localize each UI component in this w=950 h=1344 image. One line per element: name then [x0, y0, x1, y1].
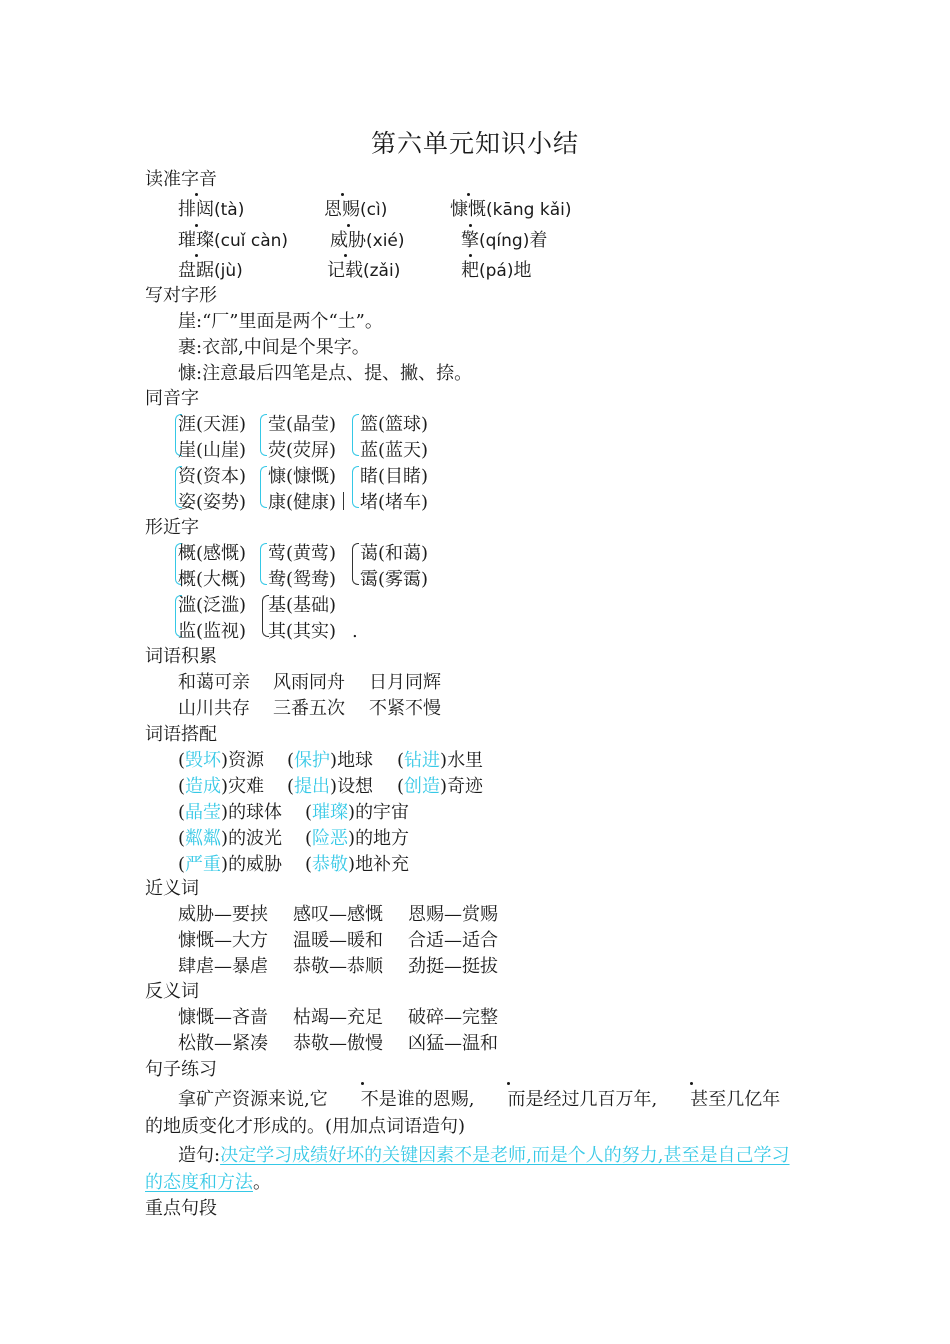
similar-item: 其(其实) [268, 621, 337, 642]
similar-item: 滥(泛滥) [178, 595, 247, 616]
pron-item: 盘踞(jù) [178, 258, 243, 284]
homophone-item: 莹(晶莹) [268, 414, 337, 435]
divider [343, 492, 344, 510]
similar-item: 基(基础) [268, 595, 337, 616]
vocab-item: 不紧不慢 [369, 698, 441, 719]
section-heading-forms: 写对字形 [145, 285, 217, 306]
colloc-item: (粼粼)的波光 [178, 828, 283, 849]
answer-text: 造成 [185, 776, 222, 797]
similar-item: 概(大概) [178, 569, 247, 590]
pron-item: 慷慨(kāng kǎi) [450, 197, 571, 223]
answer-text: 毁坏 [185, 750, 222, 771]
section-heading-vocab: 词语积累 [145, 646, 217, 667]
section-heading-antonyms: 反义词 [145, 981, 199, 1002]
homophone-item: 康(健康) [268, 492, 337, 513]
colloc-item: (提出)设想 [287, 776, 374, 797]
section-heading-sentence: 句子练习 [145, 1059, 217, 1080]
homophone-item: 慷(慷慨) [268, 466, 337, 487]
section-heading-pronunciation: 读准字音 [145, 169, 217, 190]
homophone-item: 堵(堵车) [360, 492, 429, 513]
homophone-item: 崖(山崖) [178, 440, 247, 461]
pron-word: 慷慨 [450, 197, 486, 223]
colloc-item: (恭敬)地补充 [305, 854, 410, 875]
colloc-item: (毁坏)资源 [178, 750, 265, 771]
similar-item: 监(监视) [178, 621, 247, 642]
pron-word: 恩赐 [324, 197, 360, 223]
answer-text: 粼粼 [185, 828, 222, 849]
homophone-item: 篮(篮球) [360, 414, 429, 435]
answer-text: 创造 [404, 776, 441, 797]
form-note: 崖:“厂”里面是两个“土”。 [178, 311, 383, 332]
vocab-item: 风雨同舟 [273, 672, 345, 693]
section-heading-synonyms: 近义词 [145, 878, 199, 899]
homophone-item: 荧(荧屏) [268, 440, 337, 461]
pron-word: 威胁 [330, 228, 366, 254]
pron-word: 盘踞 [178, 258, 214, 284]
section-heading-collocation: 词语搭配 [145, 724, 217, 745]
section-heading-homophones: 同音字 [145, 388, 199, 409]
synonym-pair: 感叹—感慨 [293, 904, 383, 925]
pron-word: 排闼 [178, 197, 214, 223]
section-heading-similar: 形近字 [145, 517, 199, 538]
synonym-pair: 温暖—暖和 [293, 930, 383, 951]
antonym-pair: 枯竭—充足 [293, 1007, 383, 1028]
bracket [260, 466, 267, 508]
homophone-item: 蓝(蓝天) [360, 440, 429, 461]
answer-text: 决定学习成绩好坏的关键因素不是老师,而是个人的努力,甚至是自己学习的态度和方法 [145, 1145, 790, 1193]
synonym-pair: 恭敬—恭顺 [293, 956, 383, 977]
colloc-item: (钻进)水里 [397, 750, 484, 771]
similar-item: 蔼(和蔼) [360, 543, 429, 564]
pron-item: 排闼(tà) [178, 197, 244, 223]
answer-text: 璀璨 [312, 802, 349, 823]
answer-text: 险恶 [312, 828, 349, 849]
answer-text: 严重 [185, 854, 222, 875]
answer-text: 钻进 [404, 750, 441, 771]
sentence-answer: 造句:决定学习成绩好坏的关键因素不是老师,而是个人的努力,甚至是自己学习的态度和方法。 [145, 1145, 790, 1193]
pron-word: 擎 [461, 228, 479, 254]
pron-item: 璀璨(cuǐ càn) [178, 228, 288, 254]
antonym-pair: 松散—紧凑 [178, 1033, 268, 1054]
pron-item: 威胁(xié) [330, 228, 405, 254]
homophone-item: 睹(目睹) [360, 466, 429, 487]
homophone-item: 姿(姿势) [178, 492, 247, 513]
similar-item: 概(感慨) [178, 543, 247, 564]
bracket [352, 466, 359, 508]
similar-item: 鸯(鸳鸯) [268, 569, 337, 590]
bracket [352, 414, 359, 456]
pron-item: 恩赐(cì) [324, 197, 387, 223]
synonym-pair: 恩赐—赏赐 [408, 904, 498, 925]
colloc-item: (晶莹)的球体 [178, 802, 283, 823]
form-note: 慷:注意最后四笔是点、提、撇、捺。 [178, 363, 473, 384]
pron-word: 记载 [327, 258, 363, 284]
antonym-pair: 破碎—完整 [408, 1007, 498, 1028]
colloc-item: (璀璨)的宇宙 [305, 802, 410, 823]
synonym-pair: 慷慨—大方 [178, 930, 268, 951]
homophone-item: 资(资本) [178, 466, 247, 487]
vocab-item: 和蔼可亲 [178, 672, 250, 693]
colloc-item: (保护)地球 [287, 750, 374, 771]
vocab-item: 日月同辉 [369, 672, 441, 693]
pron-word: 璀璨 [178, 228, 214, 254]
answer-text: 提出 [294, 776, 331, 797]
antonym-pair: 凶猛—温和 [408, 1033, 498, 1054]
similar-item: 莺(黄莺) [268, 543, 337, 564]
colloc-item: (造成)灾难 [178, 776, 265, 797]
answer-text: 保护 [294, 750, 331, 771]
antonym-pair: 慷慨—吝啬 [178, 1007, 268, 1028]
synonym-pair: 劲挺—挺拔 [408, 956, 498, 977]
bracket [260, 543, 267, 585]
dotted-word: 不是 [328, 1086, 397, 1113]
synonym-pair: 威胁—要挟 [178, 904, 268, 925]
bracket [352, 543, 359, 585]
section-heading-key-passages: 重点句段 [145, 1198, 217, 1219]
pron-word: 耙 [461, 258, 479, 284]
bracket [260, 414, 267, 456]
vocab-item: 山川共存 [178, 698, 250, 719]
pron-item: 擎(qíng)着 [461, 228, 547, 254]
vocab-item: 三番五次 [273, 698, 345, 719]
similar-item: . [352, 621, 358, 642]
homophone-item: 涯(天涯) [178, 414, 247, 435]
pron-item: 耙(pá)地 [461, 258, 531, 284]
colloc-item: (创造)奇迹 [397, 776, 484, 797]
similar-item: 霭(雾霭) [360, 569, 429, 590]
colloc-item: (严重)的威胁 [178, 854, 283, 875]
answer-text: 晶莹 [185, 802, 222, 823]
page-title: 第六单元知识小结 [370, 129, 579, 158]
answer-text: 恭敬 [312, 854, 349, 875]
synonym-pair: 肆虐—暴虐 [178, 956, 268, 977]
antonym-pair: 恭敬—傲慢 [293, 1033, 383, 1054]
synonym-pair: 合适—适合 [408, 930, 498, 951]
form-note: 裹:衣部,中间是个果字。 [178, 337, 370, 358]
sentence-exercise: 拿矿产资源来说,它 不是谁的恩赐, 而是经过几百万年, 甚至几亿年的地质变化才形成的。(用加点词语造句) [145, 1086, 795, 1140]
pron-item: 记载(zǎi) [327, 258, 400, 284]
dotted-word: 甚至 [657, 1086, 726, 1113]
colloc-item: (险恶)的地方 [305, 828, 410, 849]
dotted-word: 而是 [474, 1086, 543, 1113]
